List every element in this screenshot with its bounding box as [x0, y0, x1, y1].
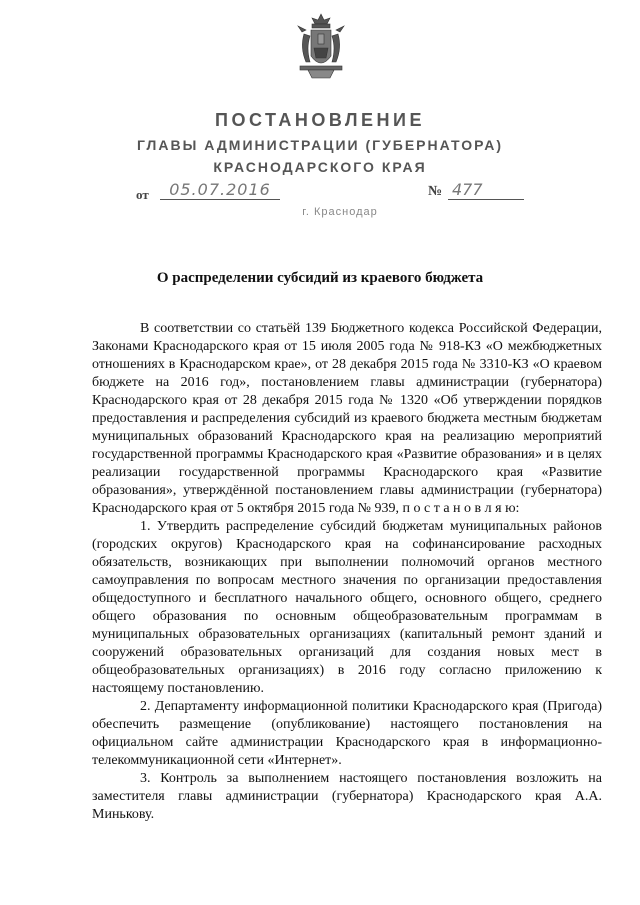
preamble-paragraph: В соответствии со статьёй 139 Бюджетного кодекса Российской Федерации, Законами Краснодарского края от 15 июля 2005 года № 918-КЗ «О межбюджетных отношениях в Краснодарском крае», от 28 декабря 2015 года № 3310-КЗ «О краевом бюджете на 2016 год», постановлением главы администрации (губернатора) Краснодарского края от 28 декабря 2015 года № 1320 «Об утверждении порядков предоставления и распределения субсидий из краевого бюджета местным бюджетам муниципальных образований Краснодарского края на реализацию мероприятий государственной программы Краснодарского края «Развитие образования» и в целях реализации государственной программы Краснодарского края «Развитие образования», утверждённой постановлением главы администрации (губернатора) Краснодарского края от 5 октября 2015 года № 939, п о с т а н о в л я ю: [92, 321, 602, 516]
clause-3: 3. Контроль за выполнением настоящего постановления возложить на заместителя главы администрации (губернатора) Краснодарского края А.А. Минькову. [92, 771, 602, 822]
clause-1: 1. Утвердить распределение субсидий бюджетам муниципальных районов (городских округов) Краснодарского края на софинансирование расходных обязательств, возникающих при выполнении полномочий органов местного самоуправления по вопросам местного значения по организации предоставления общедоступного и бесплатного начального общего, основного общего, среднего общего образования по основным общеобразовательным программам в муниципальных образовательных организациях (капитальный ремонт зданий и сооружений образовательных организаций для создания новых мест в общеобразовательных организациях) в 2016 году согласно приложению к настоящему постановлению. [92, 519, 602, 696]
document-number: 477 [448, 180, 524, 200]
krasnodar-coat-of-arms-icon [296, 12, 346, 80]
document-title: О распределении субсидий из краевого бюджета [156, 270, 484, 286]
clause-2: 2. Департаменту информационной политики Краснодарского края (Пригода) обеспечить размещение (опубликование) настоящего постановления на официальном сайте администрации Краснодарского края в информационно-телекоммуникационной сети «Интернет». [92, 699, 602, 768]
number-label: № [428, 184, 443, 199]
issuer-heading: ГЛАВЫ АДМИНИСТРАЦИИ (ГУБЕРНАТОРА) [136, 137, 504, 153]
city-label: г. Краснодар [302, 206, 378, 218]
document-type-heading: ПОСТАНОВЛЕНИЕ [215, 110, 425, 130]
document-date: 05.07.2016 [160, 180, 280, 200]
document-body [92, 320, 602, 824]
region-heading: КРАСНОДАРСКОГО КРАЯ [213, 159, 427, 175]
date-label: от [136, 187, 149, 202]
